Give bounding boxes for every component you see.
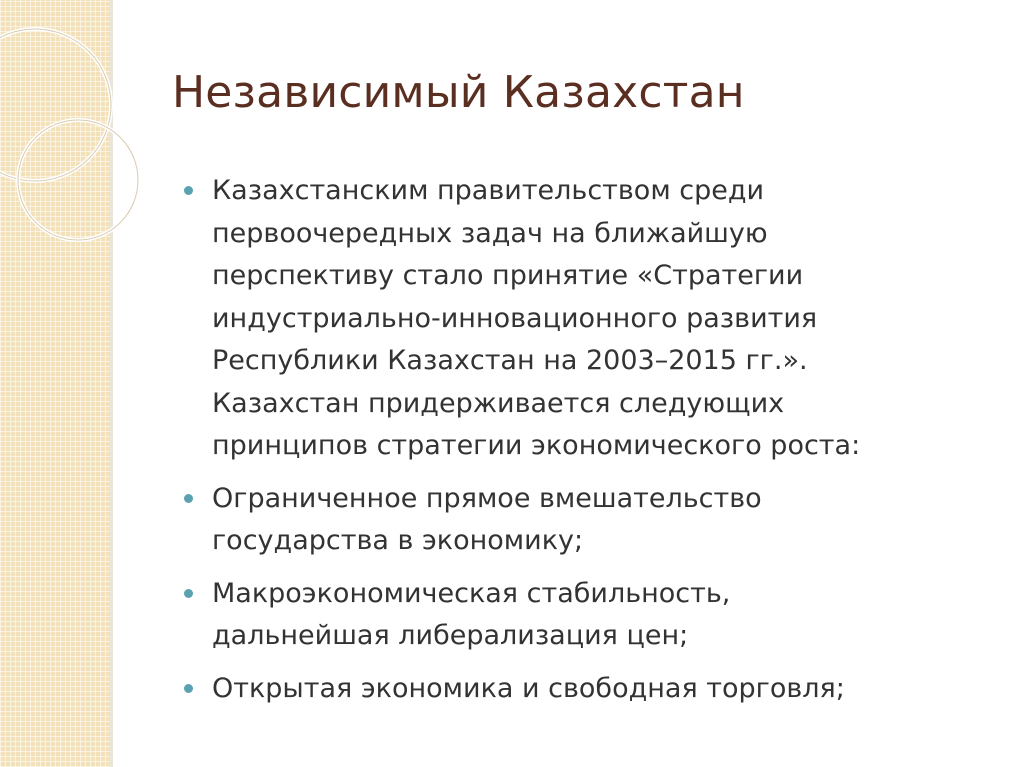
bullet-line: первоочередных задач на ближайшую bbox=[212, 217, 768, 249]
bullet-line: индустриально-инновационного развития bbox=[212, 302, 818, 334]
bullet-line: принципов стратегии экономического роста: bbox=[212, 430, 861, 461]
bullet-line: Макроэкономическая стабильность, bbox=[212, 577, 731, 609]
bullet-item bbox=[184, 478, 984, 563]
bullet-line: Казахстанским правительством среди bbox=[212, 175, 765, 206]
bullet-line: государства в экономику; bbox=[212, 525, 584, 556]
bullet-dot-icon bbox=[184, 684, 193, 693]
bullet-line: перспективу стало принятие «Стратегии bbox=[212, 260, 804, 291]
bullet-dot-icon bbox=[184, 494, 193, 503]
bullet-item bbox=[184, 573, 984, 658]
bullet-line: Республики Казахстан на 2003–2015 гг.». bbox=[212, 345, 808, 376]
bullet-line: Ограниченное прямое вмешательство bbox=[212, 482, 762, 514]
bullet-line: Казахстан придерживается следующих bbox=[212, 387, 785, 419]
bullet-dot-icon bbox=[184, 186, 193, 195]
bullet-item bbox=[184, 668, 984, 711]
decorative-rings-icon bbox=[0, 0, 140, 260]
slide-title: Независимый Казахстан bbox=[172, 67, 745, 118]
bullet-dot-icon bbox=[184, 589, 193, 598]
bullet-list bbox=[184, 170, 984, 720]
bullet-item bbox=[184, 170, 984, 468]
bullet-line: дальнейшая либерализация цен; bbox=[212, 620, 689, 651]
bullet-line: Открытая экономика и свободная торговля; bbox=[212, 672, 845, 704]
